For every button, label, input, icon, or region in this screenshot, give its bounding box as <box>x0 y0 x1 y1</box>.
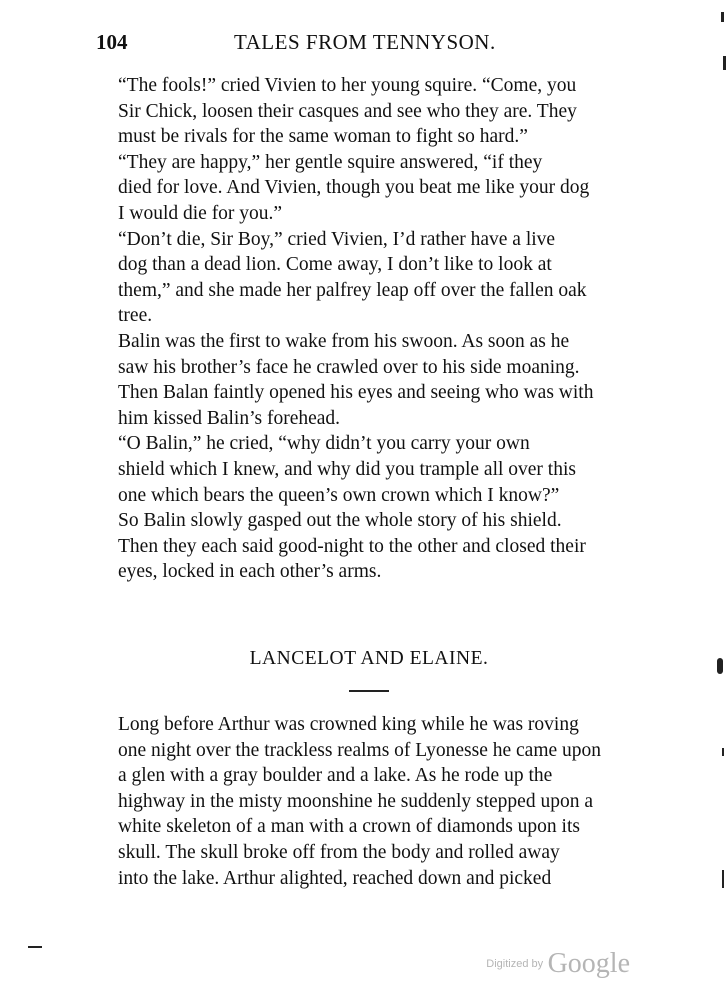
text-line: saw his brother’s face he crawled over to his side moaning. <box>118 356 580 378</box>
page-header <box>96 30 642 60</box>
section-title: LANCELOT AND ELAINE. <box>249 648 489 669</box>
text-line: died for love. And Vivien, though you beat me like your dog <box>118 177 590 199</box>
text-line: Balin was the first to wake from his swoon. As soon as he <box>118 330 570 352</box>
text-line: white skeleton of a man with a crown of diamonds upon its <box>118 816 580 838</box>
margin-scan-mark <box>721 12 724 22</box>
text-line: dog than a dead lion. Come away, I don’t like to look at <box>118 254 552 276</box>
margin-scan-mark <box>722 748 724 756</box>
text-line: tree. <box>118 305 153 327</box>
text-block-lancelot-elaine <box>96 712 640 891</box>
text-line: into the lake. Arthur alighted, reached down and picked <box>118 867 552 889</box>
watermark-prefix: Digitized by <box>486 958 544 970</box>
margin-scan-mark <box>717 658 723 674</box>
text-line: him kissed Balin’s forehead. <box>118 407 341 429</box>
text-line: “O Balin,” he cried, “why didn’t you carry your own <box>118 433 530 455</box>
paragraph <box>96 712 640 891</box>
text-line: I would die for you.” <box>118 202 283 224</box>
text-line: “The fools!” cried Vivien to her young squire. “Come, you <box>118 75 577 96</box>
paragraph <box>96 227 640 329</box>
text-line: a glen with a gray boulder and a lake. As he rode up the <box>118 765 553 787</box>
text-line: Then Balan faintly opened his eyes and seeing who was with <box>118 382 594 404</box>
text-block-vivien-balin <box>96 73 640 585</box>
text-line: must be rivals for the same woman to fight so hard.” <box>118 126 528 148</box>
running-title: TALES FROM TENNYSON. <box>234 30 496 54</box>
text-line: one which bears the queen’s own crown which I know?” <box>118 484 560 506</box>
paragraph <box>96 508 640 585</box>
page-number: 104 <box>96 30 128 54</box>
text-line: So Balin slowly gasped out the whole story of his shield. <box>118 510 562 532</box>
text-line: them,” and she made her palfrey leap off over the fallen oak <box>118 279 587 301</box>
section-divider-rule <box>349 690 389 692</box>
text-line: Sir Chick, loosen their casques and see who they are. They <box>118 100 577 122</box>
margin-scan-mark <box>28 946 42 948</box>
margin-scan-mark <box>722 870 724 888</box>
text-line: skull. The skull broke off from the body and rolled away <box>118 841 560 863</box>
digitized-watermark <box>486 948 630 980</box>
text-line: shield which I knew, and why did you trample all over this <box>118 458 576 480</box>
text-line: Long before Arthur was crowned king while he was roving <box>118 714 579 735</box>
paragraph <box>96 431 640 508</box>
text-line: “Don’t die, Sir Boy,” cried Vivien, I’d rather have a live <box>118 228 556 250</box>
paragraph <box>96 73 640 150</box>
text-line: eyes, locked in each other’s arms. <box>118 561 382 583</box>
paragraph <box>96 329 640 431</box>
paragraph <box>96 150 640 227</box>
text-line: highway in the misty moonshine he suddenly stepped upon a <box>118 790 593 812</box>
text-line: “They are happy,” her gentle squire answered, “if they <box>118 151 543 173</box>
watermark-brand: Google <box>547 948 630 979</box>
text-line: one night over the trackless realms of Lyonesse he came upon <box>118 739 602 761</box>
text-line: Then they each said good-night to the other and closed their <box>118 535 586 557</box>
